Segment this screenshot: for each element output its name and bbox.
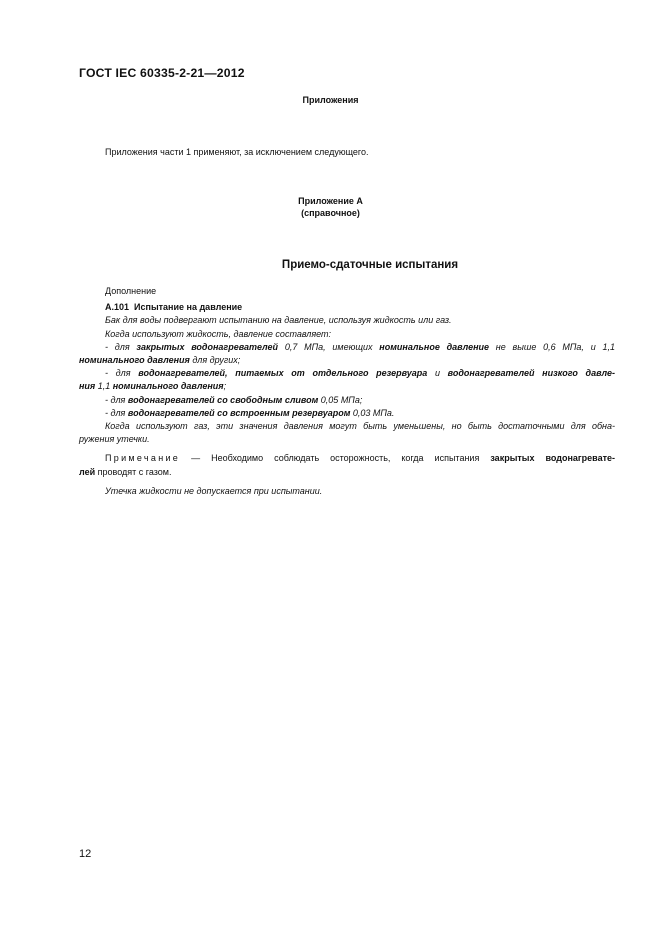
page-number: 12 [79,848,92,860]
annex-title: Приложение А [298,196,363,206]
term-rated-pressure: номинальное давление [379,341,490,352]
term-separate-tank-heaters: водонагревателей, питаемых от отдельного резервуара [138,368,428,379]
note-label: Примечание [105,453,181,464]
list-item-free-outlet: - для водонагревателей со свободным сливом 0,05 МПа; [105,394,363,405]
annexes-heading: Приложения [302,95,359,105]
list-item-separate-tank: - для водонагревателей, питаемых от отдельного резервуара и водонагревателей низкого давле- ния 1,1 номинального давления; [79,368,615,392]
list-item-built-in-tank: - для водонагревателей со встроенным резервуаром 0,03 МПа. [105,407,395,418]
term-low-pressure-heaters: водонагревателей низкого давле- [447,368,615,379]
addition-label: Дополнение [105,286,157,296]
paragraph-gas: Когда используют газ, эти значения давления могут быть уменьшены, но быть достаточными для обна- ружения утечки. [79,421,615,445]
term-rated-pressure-3: номинального давления [112,381,224,392]
term-free-outlet-heaters: водонагревателей со свободным сливом [127,394,319,405]
term-closed-heaters-note: закрытых водонагревате- [490,453,615,464]
list-item-closed-heaters: - для закрытых водонагревателей 0,7 МПа, имеющих номинальное давление не выше 0,6 МПа, и 1,1 номинального давления для других; [79,341,615,366]
section-title: Приемо-сдаточные испытания [281,259,459,271]
term-rated-pressure-2: номинального давления [79,355,190,366]
note: Примечание — Необходимо соблюдать осторожность, когда испытания закрытых водонагревате- лей проводят с газом. [79,453,615,477]
paragraph-liquid: Когда используют жидкость, давление составляет: [105,328,332,339]
term-built-in-tank-heaters: водонагревателей со встроенным резервуаром [127,407,351,418]
paragraph-pressure-test: Бак для воды подвергают испытанию на давление, используя жидкость или газ. [105,315,452,326]
term-closed-heaters: закрытых водонагревателей [136,341,279,352]
paragraph-leakage: Утечка жидкости не допускается при испытании. [105,485,323,496]
clause-title: Испытание на давление [134,302,243,313]
annex-body [79,285,615,498]
intro-paragraph: Приложения части 1 применяют, за исключением следующего. [105,147,369,157]
document-code: ГОСТ IEC 60335-2-21—2012 [79,66,245,80]
annex-status: (справочное) [301,208,360,218]
clause-heading [79,301,615,314]
clause-number: А.101 [105,302,130,313]
